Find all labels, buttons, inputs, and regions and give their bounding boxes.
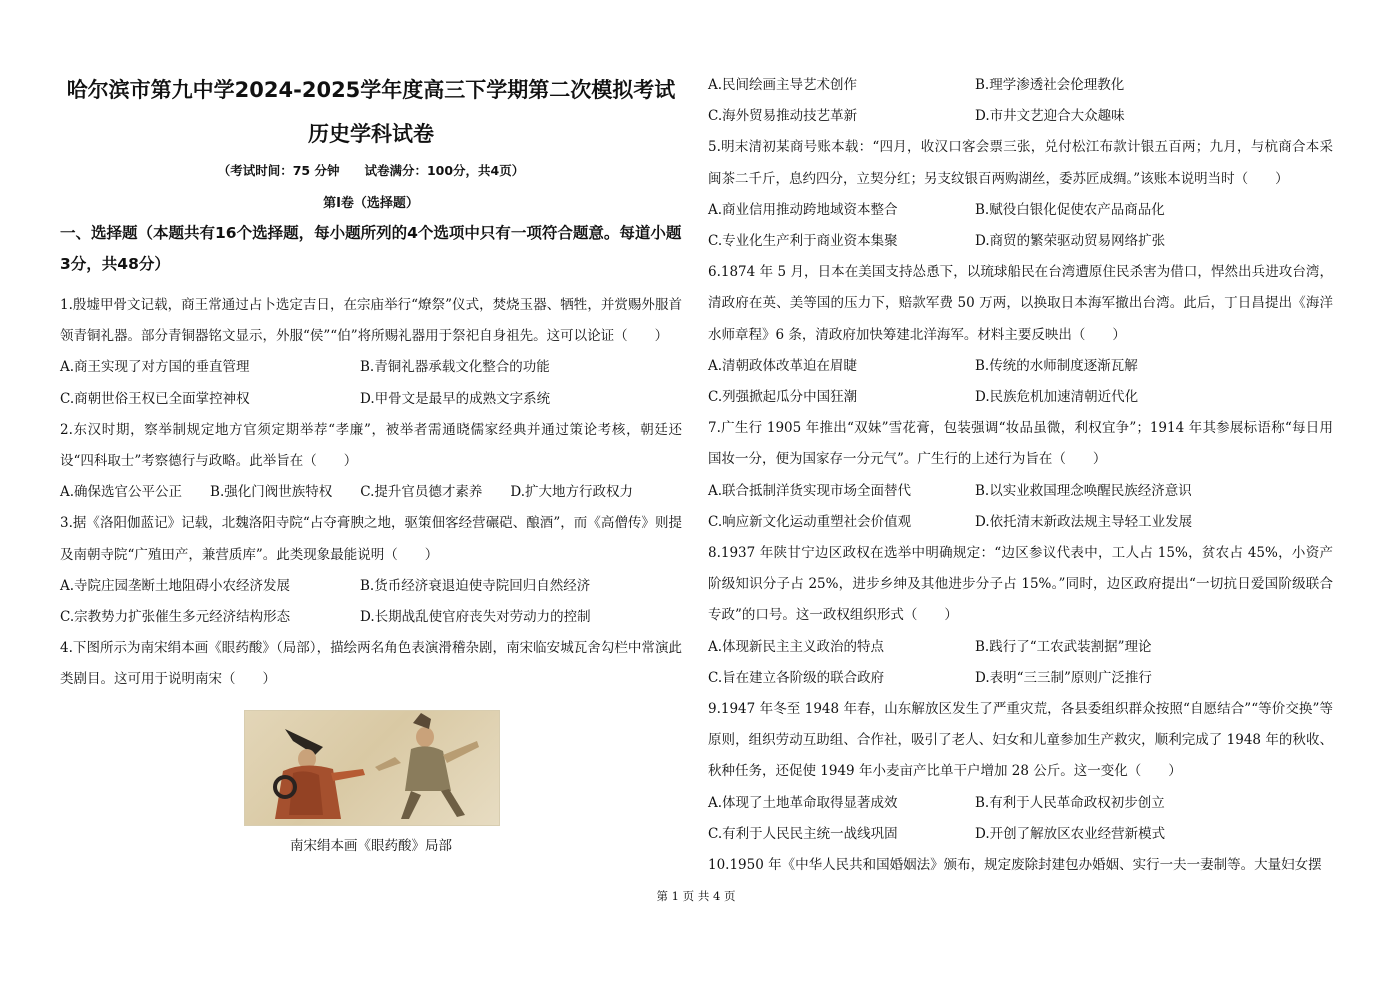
option-b: B.践行了“工农武装割据”理论 <box>975 638 1152 655</box>
option-d: D.商贸的繁荣驱动贸易网络扩张 <box>975 232 1166 249</box>
option-b: B.传统的水师制度逐渐瓦解 <box>975 357 1138 374</box>
option-b: B.货币经济衰退迫使寺院回归自然经济 <box>360 577 591 594</box>
question-8-options-row2 <box>708 663 1333 694</box>
page-footer: 第 1 页 共 4 页 <box>656 889 736 903</box>
painting-image <box>244 710 500 826</box>
option-c: C.有利于人民民主统一战线巩固 <box>708 825 898 842</box>
option-d: D.表明“三三制”原则广泛推行 <box>975 669 1152 686</box>
option-a: A.民间绘画主导艺术创作 <box>708 77 858 93</box>
left-column <box>60 68 682 858</box>
option-c: C.商朝世俗王权已全面掌控神权 <box>60 390 250 407</box>
question-3-options-row1 <box>60 571 682 602</box>
question-1-options-row1 <box>60 352 682 383</box>
option-a: A.商王实现了对方国的垂直管理 <box>60 359 250 376</box>
question-9-stem: 9.1947 年冬至 1948 年春，山东解放区发生了严重灾荒，各县委组织群众按照“自愿结合”“等价交换”等原则，组织劳动互助组、合作社，吸引了老人、妇女和儿童参加生产救灾，顺利完成了 1948 年的秋收、秋种任务，还促使 1949 年小麦亩产比单干户增加 28 公斤。这一变化（ ） <box>708 700 1333 780</box>
question-6-stem: 6.1874 年 5 月，日本在美国支持怂恿下，以琉球船民在台湾遭原住民杀害为借口，悍然出兵进攻台湾，清政府在英、美等国的压力下，赔款军费 50 万两，以换取日本海军撤出台湾。此后，丁日昌提出《海洋水师章程》6 条，清政府加快筹建北洋海军。材料主要反映出（ ） <box>708 264 1333 343</box>
option-b: B.理学渗透社会伦理教化 <box>975 77 1125 93</box>
option-b: B.赋役白银化促使农产品商品化 <box>975 201 1165 218</box>
question-5-options-row2 <box>708 226 1333 257</box>
option-c: C.列强掀起瓜分中国狂潮 <box>708 388 858 405</box>
option-d: D.甲骨文是最早的成熟文字系统 <box>360 390 551 407</box>
option-d: D.民族危机加速清朝近代化 <box>975 388 1139 405</box>
option-a: A.体现了土地革命取得显著成效 <box>708 794 898 811</box>
exam-subtitle: 历史学科试卷 <box>308 122 434 146</box>
option-d: D.市井文艺迎合大众趣味 <box>975 108 1125 125</box>
question-1-stem: 1.殷墟甲骨文记载，商王常通过占卜选定吉日，在宗庙举行“燎祭”仪式，焚烧玉器、牺牲，并赏赐外服首领青铜礼器。部分青铜器铭文显示，外服“侯”“伯”将所赐礼器用于祭祀自身祖先。这可以论证（ ） <box>60 297 682 345</box>
question-8-options-row1 <box>708 632 1333 663</box>
exam-title: 哈尔滨市第九中学2024-2025学年度高三下学期第二次模拟考试 <box>66 78 676 102</box>
section-label: 第Ⅰ卷（选择题） <box>323 196 419 211</box>
option-a: A.寺院庄园垄断土地阻碍小农经济发展 <box>60 577 291 594</box>
option-d: D.依托清末新政法规主导轻工业发展 <box>975 513 1193 530</box>
question-4-stem: 4.下图所示为南宋绢本画《眼药酸》（局部），描绘两名角色表演滑稽杂剧，南宋临安城瓦舍勾栏中常演此类剧目。这可用于说明南宋（ ） <box>60 640 682 688</box>
part-heading: 一、选择题（本题共有16个选择题，每小题所列的4个选项中只有一项符合题意。每道小题3分，共48分） <box>60 224 682 273</box>
question-10-stem: 10.1950 年《中华人民共和国婚姻法》颁布，规定废除封建包办婚姻、实行一夫一妻制等。大量妇女摆 <box>708 856 1322 873</box>
question-5-stem: 5.明末清初某商号账本载：“四月，收汉口客会票三张，兑付松江布款计银五百两；九月，与杭商合本采闽茶二千斤，息约四分，立契分红；另支纹银百两购湖丝，委苏匠成绸。”该账本说明当时（ ） <box>708 139 1333 187</box>
option-c: C.海外贸易推动技艺革新 <box>708 108 858 125</box>
question-4-options-row1 <box>708 70 1333 101</box>
question-3-options-row2 <box>60 602 682 633</box>
option-c: C.专业化生产利于商业资本集聚 <box>708 232 898 249</box>
question-5-options-row1 <box>708 195 1333 226</box>
option-c: C.宗教势力扩张催生多元经济结构形态 <box>60 608 291 625</box>
question-2-stem: 2.东汉时期，察举制规定地方官须定期举荐“孝廉”，被举者需通晓儒家经典并通过策论考核，朝廷还设“四科取士”考察德行与政略。此举旨在（ ） <box>60 421 682 469</box>
option-b: B.以实业救国理念唤醒民族经济意识 <box>975 482 1192 499</box>
question-9-options-row2 <box>708 819 1333 850</box>
question-9-options-row1 <box>708 788 1333 819</box>
question-1-options-row2 <box>60 384 682 415</box>
question-4-options-row2 <box>708 101 1333 132</box>
question-7-options-row1 <box>708 476 1333 507</box>
option-a: A.确保选官公平公正 <box>60 484 183 501</box>
option-a: A.体现新民主主义政治的特点 <box>708 638 885 655</box>
option-b: B.强化门阀世族特权 <box>210 484 333 501</box>
option-c: C.旨在建立各阶级的联合政府 <box>708 669 885 686</box>
question-6-options-row1 <box>708 351 1333 382</box>
option-c: C.提升官员德才素养 <box>360 484 483 501</box>
question-3-stem: 3.据《洛阳伽蓝记》记载，北魏洛阳寺院“占夺膏腴之地，驱策佃客经营碾硙、酿酒”，而《高僧传》则提及南朝寺院“广殖田产，兼营质库”。此类现象最能说明（ ） <box>60 515 682 563</box>
option-a: A.清朝政体改革迫在眉睫 <box>708 357 858 374</box>
option-b: B.青铜礼器承载文化整合的功能 <box>360 359 550 376</box>
option-a: A.联合抵制洋货实现市场全面替代 <box>708 482 912 499</box>
option-c: C.响应新文化运动重塑社会价值观 <box>708 513 912 530</box>
question-7-options-row2 <box>708 507 1333 538</box>
option-d: D.长期战乱使官府丧失对劳动力的控制 <box>360 608 591 625</box>
option-d: D.开创了解放区农业经营新模式 <box>975 825 1166 842</box>
option-b: B.有利于人民革命政权初步创立 <box>975 794 1165 811</box>
option-d: D.扩大地方行政权力 <box>510 484 634 501</box>
figure-caption: 南宋绢本画《眼药酸》局部 <box>290 837 452 854</box>
question-8-stem: 8.1937 年陕甘宁边区政权在选举中明确规定：“边区参议代表中，工人占 15%，贫农占 45%，小资产阶级知识分子占 25%，进步乡绅及其他进步分子占 15%。”同时，边区政府提出“一切抗日爱国阶级联合专政”的口号。这一政权组织形式（ ） <box>708 544 1333 624</box>
question-2-options <box>60 477 682 508</box>
exam-info: （考试时间：75 分钟 试卷满分：100分，共4页） <box>217 163 525 178</box>
right-column <box>708 68 1333 881</box>
option-a: A.商业信用推动跨地域资本整合 <box>708 201 898 218</box>
question-7-stem: 7.广生行 1905 年推出“双妹”雪花膏，包装强调“妆品虽微，利权宜争”；1914 年其参展标语称“每日用国妆一分，便为国家存一分元气”。广生行的上述行为旨在（ ） <box>708 420 1333 468</box>
question-6-options-row2 <box>708 382 1333 413</box>
